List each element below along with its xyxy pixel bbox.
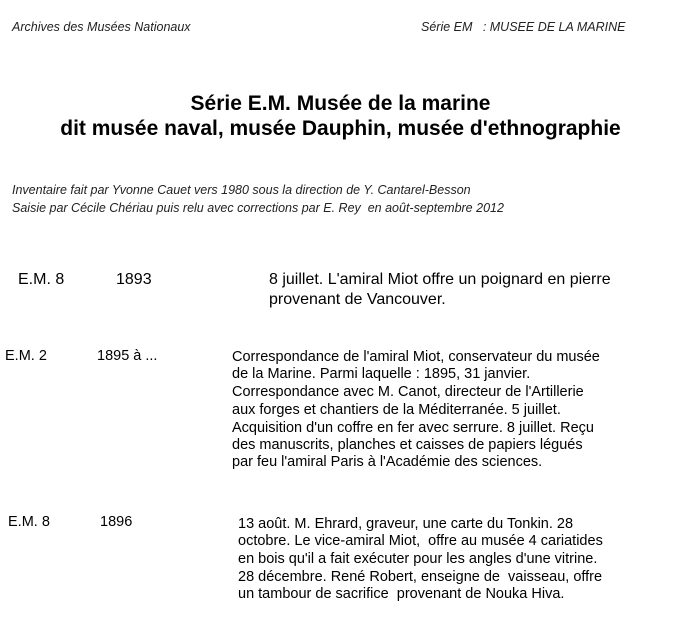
document-title-line-2: dit musée naval, musée Dauphin, musée d'ethnographie — [60, 117, 621, 140]
entry-text-line: Acquisition d'un coffre en fer avec serrure. 8 juillet. Reçu — [232, 420, 594, 436]
entry-reference: E.M. 8 — [18, 271, 65, 288]
inventory-credit-line: Inventaire fait par Yvonne Cauet vers 1980 sous la direction de Y. Cantarel-Besson — [12, 183, 471, 197]
entry-text-line: par feu l'amiral Paris à l'Académie des sciences. — [232, 454, 543, 470]
entry-text-line: des manuscrits, planches et caisses de papiers légués — [232, 437, 583, 453]
document-title-line-1: Série E.M. Musée de la marine — [190, 92, 491, 115]
entry-text-line: un tambour de sacrifice provenant de Nouka Hiva. — [238, 586, 565, 602]
entry-text-line: aux forges et chantiers de la Méditerranée. 5 juillet. — [232, 402, 561, 418]
entry-text-line: Correspondance de l'amiral Miot, conservateur du musée — [232, 349, 600, 365]
header-archive-label: Archives des Musées Nationaux — [12, 20, 191, 34]
entry-date: 1896 — [100, 514, 133, 530]
entry-text-line: 8 juillet. L'amiral Miot offre un poignard en pierre — [269, 271, 611, 288]
data-entry-credit-line: Saisie par Cécile Chériau puis relu avec corrections par E. Rey en août-septembre 2012 — [12, 201, 504, 215]
entry-reference: E.M. 8 — [8, 514, 50, 530]
entry-text-line: octobre. Le vice-amiral Miot, offre au musée 4 cariatides — [238, 533, 603, 549]
entry-text-line: de la Marine. Parmi laquelle : 1895, 31 janvier. — [232, 366, 531, 382]
entry-reference: E.M. 2 — [5, 348, 47, 364]
entry-text-line: provenant de Vancouver. — [269, 291, 446, 308]
entry-date: 1895 à ... — [97, 348, 158, 364]
entry-text-line: Correspondance avec M. Canot, directeur de l'Artillerie — [232, 384, 584, 400]
entry-date: 1893 — [116, 271, 152, 288]
entry-text-line: 13 août. M. Ehrard, graveur, une carte du Tonkin. 28 — [238, 516, 574, 532]
entry-text-line: en bois qu'il a fait exécuter pour les angles d'une vitrine. — [238, 551, 598, 567]
header-series-label: Série EM : MUSEE DE LA MARINE — [421, 20, 626, 34]
entry-text-line: 28 décembre. René Robert, enseigne de vaisseau, offre — [238, 569, 603, 585]
